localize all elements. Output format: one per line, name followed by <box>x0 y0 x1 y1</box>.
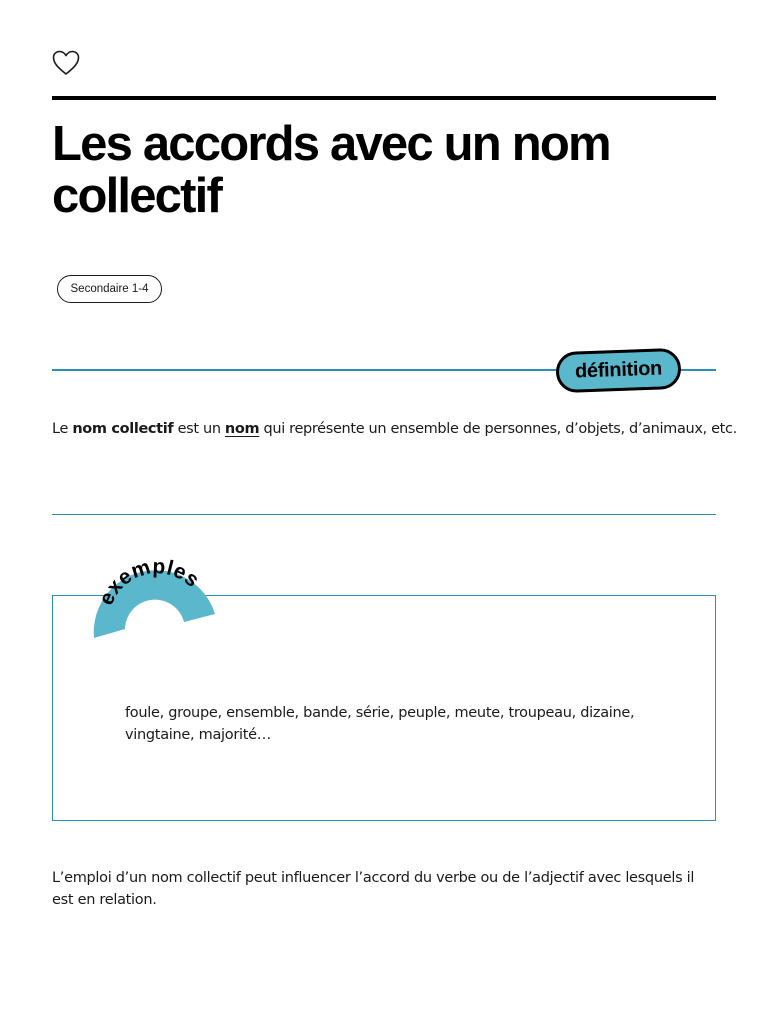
definition-text-middle: est un <box>173 421 225 437</box>
closing-paragraph: L’emploi d’un nom collectif peut influencer l’accord du verbe ou de l’adjectif avec lesquels il est en relation. <box>52 870 695 908</box>
examples-badge <box>88 556 220 646</box>
examples-badge-label: exemples <box>94 555 204 609</box>
definition-bottom-rule <box>52 514 716 515</box>
definition-text-before: Le <box>52 421 73 437</box>
definition-text <box>52 418 737 440</box>
favorite-heart-icon[interactable] <box>52 50 80 76</box>
level-badge: Secondaire 1-4 <box>57 275 162 303</box>
definition-term: nom collectif <box>72 421 174 437</box>
page-title: Les accords avec un nom collectif <box>52 117 610 223</box>
examples-text: foule, groupe, ensemble, bande, série, peuple, meute, troupeau, dizaine, vingtaine, majorité… <box>125 705 635 743</box>
definition-badge: définition <box>555 348 681 393</box>
title-top-rule <box>52 96 716 100</box>
nom-link[interactable]: nom <box>224 421 260 437</box>
definition-text-after: qui représente un ensemble de personnes, d’objets, d’animaux, etc. <box>259 421 737 437</box>
